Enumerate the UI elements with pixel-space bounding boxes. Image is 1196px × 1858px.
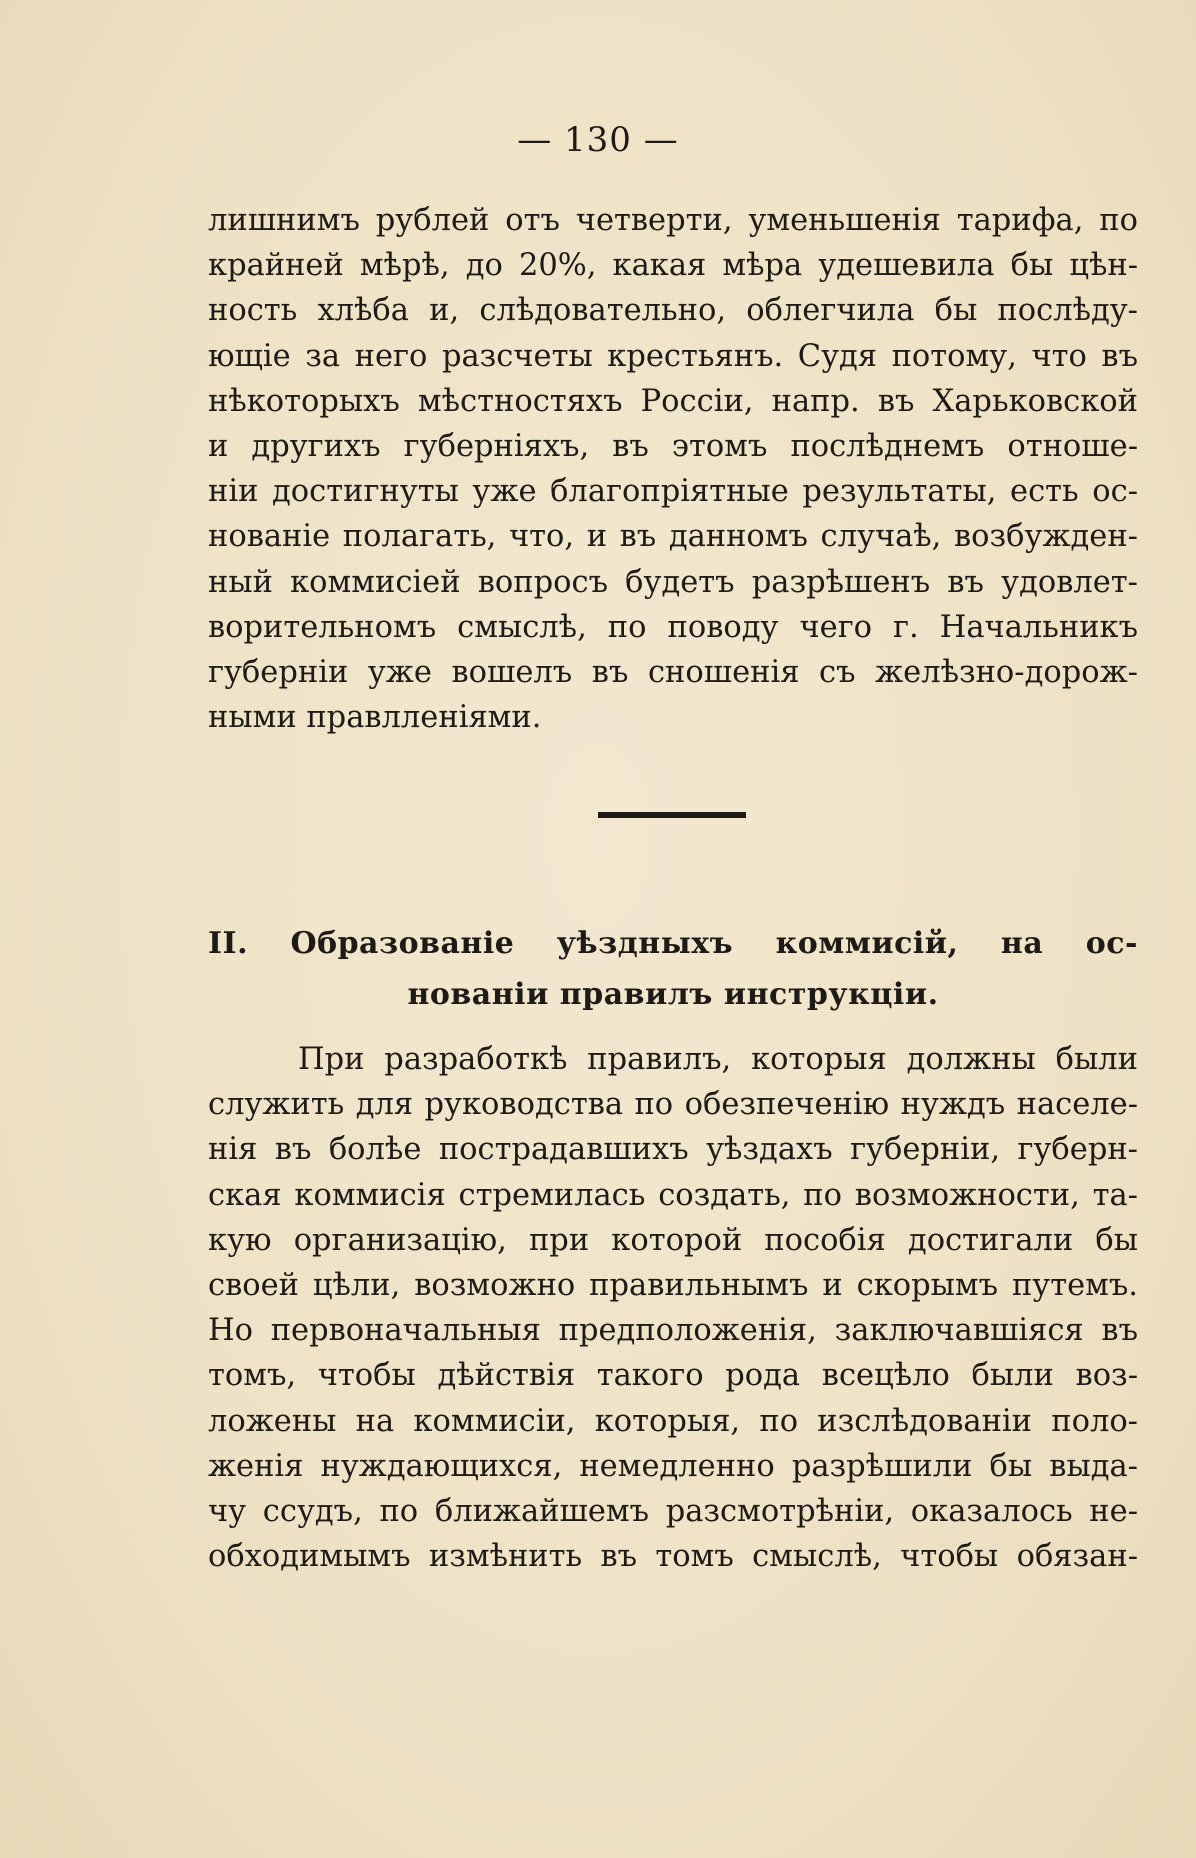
text-line: крайней мѣрѣ, до 20%, какая мѣра удешевила бы цѣн- — [208, 248, 1138, 284]
section-heading-line-2: нованіи правилъ инструкціи. — [407, 977, 939, 1012]
text-line: лишнимъ рублей отъ четверти, уменьшенія тарифа, по — [208, 203, 1138, 238]
text-line: нованіе полагать, что, и въ данномъ случаѣ, возбужден- — [208, 519, 1138, 555]
text-line: ская коммисія стремилась создать, по возможности, та- — [208, 1177, 1138, 1213]
text-line: ность хлѣба и, слѣдовательно, облегчила бы послѣду- — [208, 293, 1138, 329]
page-number: — 130 — — [517, 120, 679, 160]
text-line: томъ, чтобы дѣйствія такого рода всецѣло были воз- — [208, 1358, 1138, 1394]
text-line: ный коммисіей вопросъ будетъ разрѣшенъ въ удовлет- — [208, 564, 1138, 600]
text-line: своей цѣли, возможно правильнымъ и скорымъ путемъ. — [208, 1267, 1138, 1303]
section-heading-line-1: II. Образованіе уѣздныхъ коммисій, на ос- — [208, 926, 1138, 961]
text-line: ными правлленіями. — [208, 700, 542, 736]
text-line: обходимымъ измѣнить въ томъ смыслѣ, чтобы обязан- — [208, 1539, 1138, 1575]
text-line: ворительномъ смыслѣ, по поводу чего г. Начальникъ — [208, 609, 1138, 645]
text-line: нѣкоторыхъ мѣстностяхъ Россіи, напр. въ Харьковской — [208, 383, 1138, 419]
text-line: служить для руководства по обезпеченію нуждъ населе- — [208, 1087, 1138, 1123]
text-line: Но первоначальныя предположенія, заключавшіяся въ — [208, 1313, 1138, 1349]
text-line: ложены на коммисіи, которыя, по изслѣдованіи поло- — [208, 1403, 1138, 1439]
text-line: ющіе за него разсчеты крестьянъ. Судя потому, что въ — [208, 338, 1138, 374]
text-line: и другихъ губерніяхъ, въ этомъ послѣднемъ отноше- — [208, 428, 1138, 464]
paragraph-continued — [208, 198, 1138, 740]
text-line: чу ссудъ, по ближайшемъ разсмотрѣніи, оказалось не- — [208, 1493, 1138, 1529]
text-line: губерніи уже вошелъ въ сношенія съ желѣзно-дорож- — [208, 654, 1138, 690]
section-divider-rule — [598, 812, 746, 818]
section-heading — [208, 918, 1138, 1020]
text-line: При разработкѣ правилъ, которыя должны были — [298, 1042, 1138, 1077]
text-line: нія въ болѣе пострадавшихъ уѣздахъ губерніи, губерн- — [208, 1132, 1138, 1168]
text-line: кую организацію, при которой пособія достигали бы — [208, 1222, 1138, 1258]
text-line: женія нуждающихся, немедленно разрѣшили бы выда- — [208, 1448, 1138, 1484]
paragraph-section-2 — [208, 1037, 1138, 1579]
text-line: ніи достигнуты уже благопріятные результаты, есть ос- — [208, 474, 1138, 510]
